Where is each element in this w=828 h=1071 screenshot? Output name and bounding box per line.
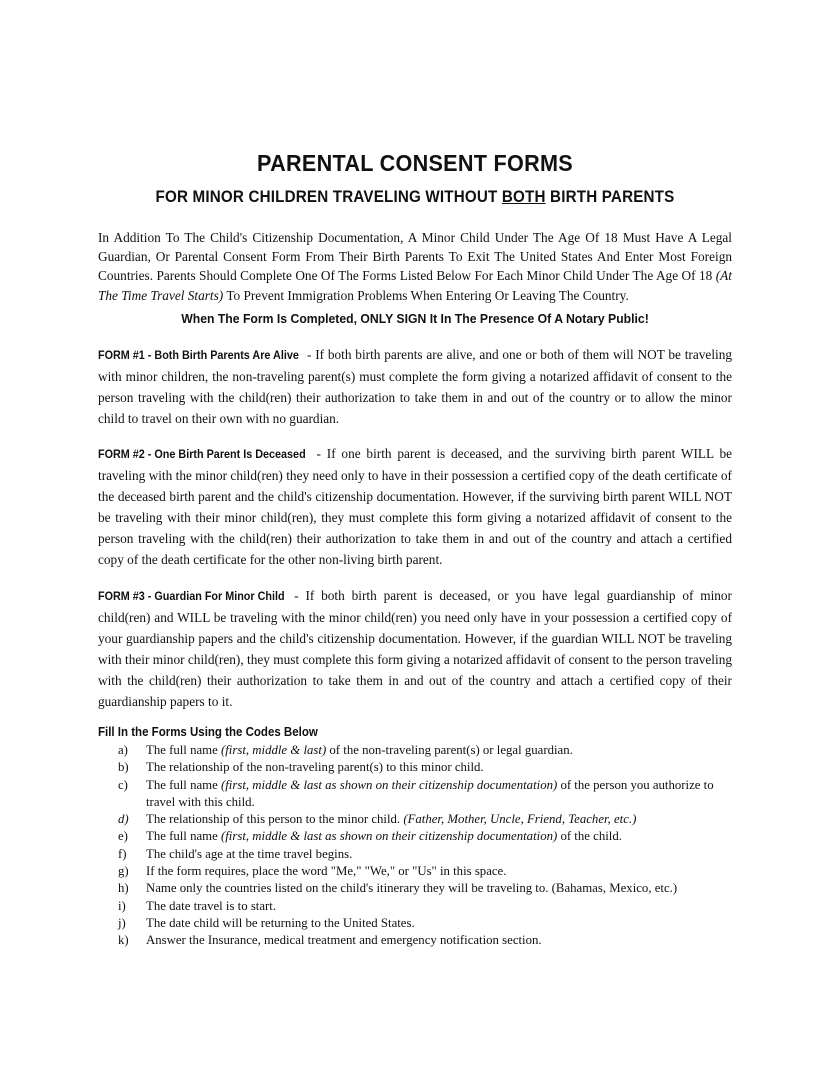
form-3-text: - If both birth parent is deceased, or you have legal guardianship of minor child(ren) and WILL be traveling with the minor child(ren) you need only have in your possession a certified copy of your guardianship papers and the child's citizenship documentation. However, if the guardian WILL NOT be traveling with their minor child(ren), they must complete this form giving a notarized affidavit of consent to the person traveling with the child(ren) their authorization to take them in and out of the country and attach a certified copy of their guardianship papers to it. — [98, 588, 732, 709]
intro-italic: (At The Time Travel Starts) — [98, 268, 732, 303]
code-text: The full name — [146, 743, 221, 757]
code-text: The relationship of this person to the minor child. — [146, 812, 404, 827]
subtitle-before: FOR MINOR CHILDREN TRAVELING WITHOUT — [155, 188, 502, 206]
intro-tail: To Prevent Immigration Problems When Entering Or Leaving The Country. — [223, 287, 629, 303]
page-title: PARENTAL CONSENT FORMS — [257, 150, 573, 176]
code-text-post: of the person you authorize to travel with this child. — [146, 777, 714, 809]
form-1-paragraph — [98, 344, 732, 429]
code-letter: g) — [118, 864, 129, 879]
form-3-paragraph — [98, 585, 732, 712]
form-2-label: FORM #2 - One Birth Parent Is Deceased — [98, 447, 306, 461]
code-letter: f) — [118, 846, 127, 861]
code-item — [98, 742, 732, 759]
subtitle-after: BIRTH PARENTS — [545, 188, 675, 206]
codes-heading: Fill In the Forms Using the Codes Below — [98, 725, 318, 739]
code-text: The full name — [146, 777, 221, 792]
code-item — [98, 759, 732, 776]
code-letter: k) — [118, 933, 129, 948]
notary-notice: When The Form Is Completed, ONLY SIGN It In The Presence Of A Notary Public! — [181, 311, 649, 326]
code-item — [98, 880, 732, 897]
code-text: Answer the Insurance, medical treatment and emergency notification section. — [146, 933, 542, 948]
code-letter: a) — [118, 743, 128, 757]
subtitle-underlined: BOTH — [501, 188, 546, 206]
form-3-label: FORM #3 - Guardian For Minor Child — [98, 589, 285, 603]
code-item — [98, 846, 732, 863]
intro-paragraph — [98, 228, 732, 305]
form-1-label: FORM #1 - Both Birth Parents Are Alive — [98, 348, 299, 362]
code-italic: (first, middle & last as shown on their citizenship documentation) — [220, 777, 558, 792]
code-letter: c) — [118, 777, 128, 792]
code-text-post: of the child. — [557, 829, 622, 844]
code-text-post: of the non-traveling parent(s) or legal guardian. — [326, 743, 573, 757]
page-subtitle — [123, 188, 706, 207]
codes-list — [98, 742, 732, 950]
code-item — [98, 915, 732, 932]
code-letter: b) — [118, 760, 129, 775]
code-item — [98, 828, 732, 845]
form-2-paragraph — [98, 443, 732, 570]
code-item — [98, 811, 732, 828]
code-text: The full name — [146, 829, 221, 844]
code-italic: (Father, Mother, Uncle, Friend, Teacher, etc.) — [403, 812, 637, 827]
code-letter: e) — [118, 829, 128, 844]
code-item — [98, 898, 732, 915]
code-item — [98, 932, 732, 949]
code-item — [98, 863, 732, 880]
code-text: If the form requires, place the word "Me," "We," or "Us" in this space. — [146, 864, 507, 879]
form-2-text: - If one birth parent is deceased, and the surviving birth parent WILL be traveling with the minor child(ren) they need only to have in their possession a certified copy of the death certificate of the deceased birth parent and the child's citizenship documentation. However, if the surviving birth parent WILL NOT be traveling with their minor child(ren), they must complete this form giving a notarized affidavit of consent to the person traveling with the child(ren) their authorization to take them in and out of the country and attach a certified copy of the death certificate for the other non-living birth parent. — [98, 446, 732, 567]
code-letter: j) — [118, 915, 126, 930]
code-text: The relationship of the non-traveling parent(s) to this minor child. — [146, 760, 484, 775]
code-letter: d) — [118, 812, 129, 827]
code-text: The child's age at the time travel begins. — [146, 846, 353, 861]
code-text: The date travel is to start. — [146, 898, 277, 913]
code-text: Name only the countries listed on the child's itinerary they will be traveling to. (Bahamas, Mexico, etc.) — [146, 881, 678, 896]
form-1-text: - If both birth parents are alive, and one or both of them will NOT be traveling with minor children, the non-traveling parent(s) must complete the form giving a notarized affidavit of consent to the person traveling with the child(ren) their authorization to take them in and out of the country or to allow the minor child to travel on their own with no guardian. — [98, 347, 732, 426]
code-letter: h) — [118, 881, 129, 896]
code-text: The date child will be returning to the United States. — [146, 915, 415, 930]
code-letter: i) — [118, 898, 126, 913]
intro-text: In Addition To The Child's Citizenship Documentation, A Minor Child Under The Age Of 18 Must Have A Legal Guardian, Or Parental Consent Form From Their Birth Parents To Exit The United States And Enter Most Foreign Countries. Parents Should Complete One Of The Forms Listed Below For Each Minor Child Under The Age Of 18 — [98, 230, 732, 284]
code-italic: (first, middle & last as shown on their citizenship documentation) — [220, 829, 558, 844]
code-italic: (first, middle & last) — [220, 743, 327, 757]
code-item — [98, 777, 732, 812]
